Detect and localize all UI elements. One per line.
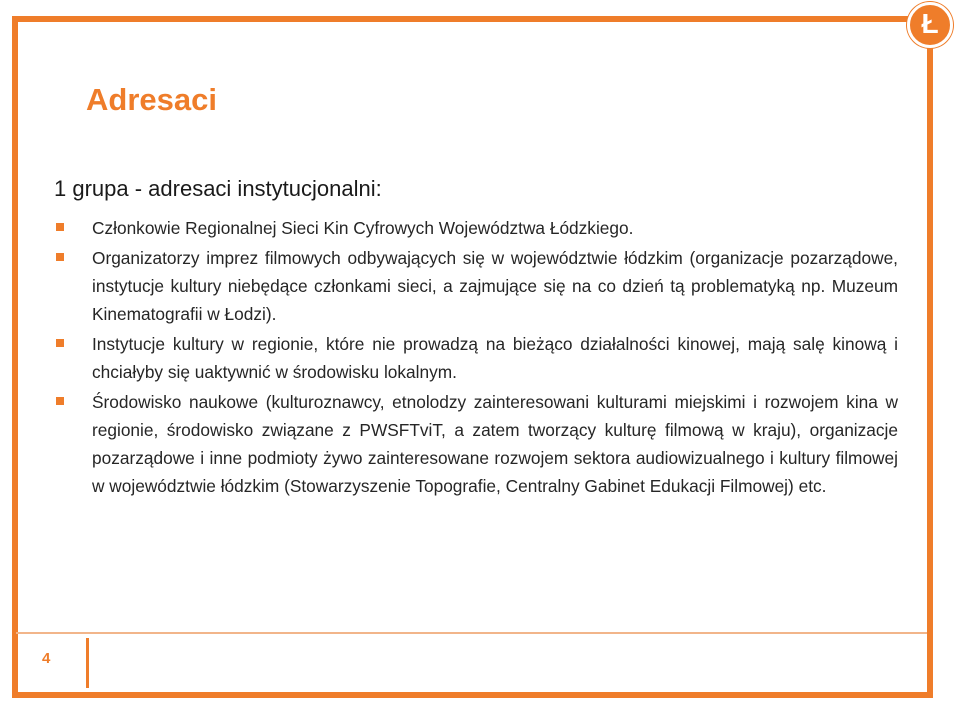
- page-number: 4: [42, 650, 51, 667]
- list-item-text: Środowisko naukowe (kulturoznawcy, etnolodzy zainteresowani kulturami miejskimi i rozwojem kina w regionie, środowisko związane z PWSFTviT, a zatem tworzący kulturę filmową w kraju), organizacje pozarządowe i inne podmioty żywo zainteresowane rozwojem sektora audiowizualnego i kultury filmowej w województwie łódzkim (Stowarzyszenie Topografie, Centralny Gabinet Edukacji Filmowej) etc.: [92, 392, 898, 496]
- square-bullet-icon: [56, 339, 64, 347]
- list-item-text: Organizatorzy imprez filmowych odbywających się w województwie łódzkim (organizacje pozarządowe, instytucje kultury niebędące członkami sieci, a zajmujące się na co dzień tą problematyką np. Muzeum Kinematografii w Łodzi).: [92, 248, 898, 324]
- lodz-logo-icon: Ł: [907, 2, 953, 48]
- bullet-list: [56, 214, 898, 502]
- list-item: [56, 388, 898, 500]
- list-item: [56, 214, 898, 242]
- footer-divider: [16, 632, 927, 634]
- list-item: [56, 244, 898, 328]
- list-item-text: Instytucje kultury w regionie, które nie prowadzą na bieżąco działalności kinowej, mają salę kinową i chciałyby się uaktywnić w środowisku lokalnym.: [92, 334, 898, 382]
- page-number-separator: [86, 638, 89, 688]
- list-item-text: Członkowie Regionalnej Sieci Kin Cyfrowych Województwa Łódzkiego.: [92, 218, 634, 238]
- square-bullet-icon: [56, 253, 64, 261]
- list-item: [56, 330, 898, 386]
- square-bullet-icon: [56, 223, 64, 231]
- slide-title: Adresaci: [86, 82, 217, 117]
- square-bullet-icon: [56, 397, 64, 405]
- slide-subtitle: 1 grupa - adresaci instytucjonalni:: [54, 176, 382, 201]
